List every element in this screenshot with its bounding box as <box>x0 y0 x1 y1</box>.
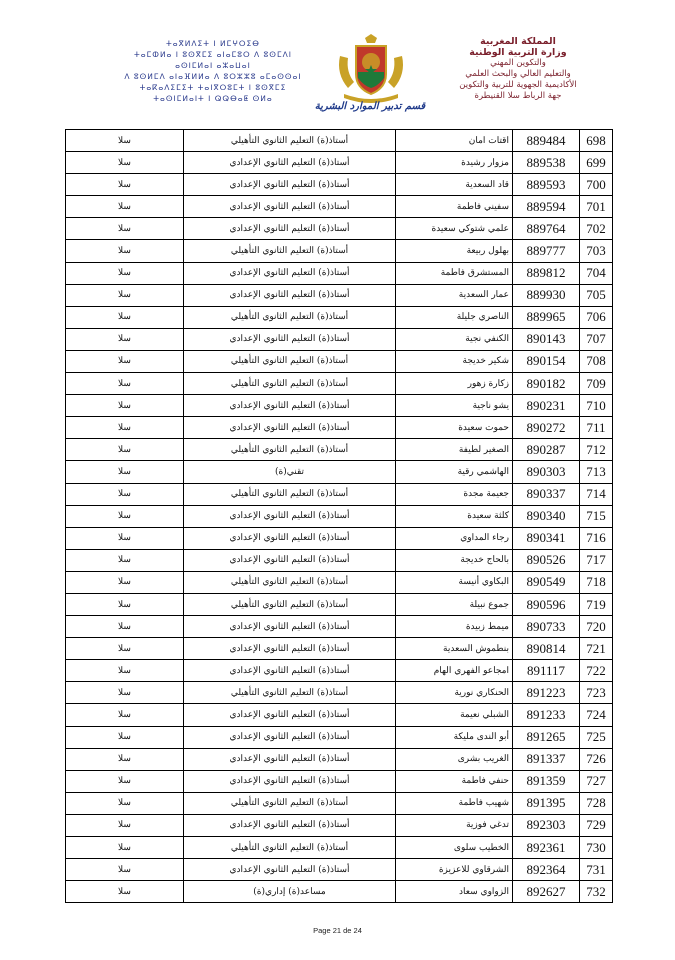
table-row <box>66 682 613 704</box>
employee-name: جموع نبيلة <box>396 593 513 615</box>
job-title: أستاذ(ة) التعليم الثانوي التأهيلي <box>184 306 396 328</box>
row-number: 727 <box>580 770 613 792</box>
row-number: 720 <box>580 616 613 638</box>
city: سلا <box>66 549 184 571</box>
row-number: 698 <box>580 130 613 152</box>
table-row <box>66 748 613 770</box>
employee-code: 889484 <box>513 130 580 152</box>
employee-code: 889930 <box>513 284 580 306</box>
city: سلا <box>66 792 184 814</box>
employee-code: 892361 <box>513 837 580 859</box>
table-row <box>66 328 613 350</box>
job-title: أستاذ(ة) التعليم الثانوي الإعدادي <box>184 616 396 638</box>
employee-code: 890231 <box>513 395 580 417</box>
city: سلا <box>66 682 184 704</box>
row-number: 723 <box>580 682 613 704</box>
ministry-line: والتكوين المهني <box>490 58 546 68</box>
employee-code: 890814 <box>513 638 580 660</box>
row-number: 705 <box>580 284 613 306</box>
table-row <box>66 549 613 571</box>
employee-name: عمار السعدية <box>396 284 513 306</box>
tifinagh-line: ⴰⵙⵏⵎⵍⴰⵏ ⴰⵣⴰⵡⴰⵏ <box>175 61 251 70</box>
row-number: 701 <box>580 196 613 218</box>
row-number: 699 <box>580 152 613 174</box>
row-number: 730 <box>580 837 613 859</box>
row-number: 725 <box>580 726 613 748</box>
row-number: 715 <box>580 505 613 527</box>
city: سلا <box>66 660 184 682</box>
city: سلا <box>66 174 184 196</box>
city: سلا <box>66 859 184 881</box>
employee-code: 889764 <box>513 218 580 240</box>
job-title: أستاذ(ة) التعليم الثانوي التأهيلي <box>184 682 396 704</box>
table-row <box>66 837 613 859</box>
city: سلا <box>66 373 184 395</box>
job-title: أستاذ(ة) التعليم الثانوي الإعدادي <box>184 814 396 836</box>
employee-name: حنفي فاطمة <box>396 770 513 792</box>
employee-name: رجاء المداوي <box>396 527 513 549</box>
job-title: أستاذ(ة) التعليم الثانوي الإعدادي <box>184 218 396 240</box>
job-title: أستاذ(ة) التعليم الثانوي الإعدادي <box>184 196 396 218</box>
employee-code: 890287 <box>513 439 580 461</box>
city: سلا <box>66 593 184 615</box>
job-title: أستاذ(ة) التعليم الثانوي التأهيلي <box>184 837 396 859</box>
city: سلا <box>66 395 184 417</box>
row-number: 706 <box>580 306 613 328</box>
division-title: قسم تدبير الموارد البشرية <box>314 101 426 112</box>
table-row <box>66 527 613 549</box>
job-title: أستاذ(ة) التعليم الثانوي الإعدادي <box>184 726 396 748</box>
employee-name: الناصري جليلة <box>396 306 513 328</box>
table-row <box>66 859 613 881</box>
employee-name: سفيني فاطمة <box>396 196 513 218</box>
job-title: أستاذ(ة) التعليم الثانوي الإعدادي <box>184 152 396 174</box>
staff-table <box>65 129 613 903</box>
employee-code: 889593 <box>513 174 580 196</box>
table-row <box>66 814 613 836</box>
city: سلا <box>66 306 184 328</box>
table-row <box>66 461 613 483</box>
employee-code: 890143 <box>513 328 580 350</box>
row-number: 713 <box>580 461 613 483</box>
city: سلا <box>66 748 184 770</box>
job-title: أستاذ(ة) التعليم الثانوي الإعدادي <box>184 505 396 527</box>
employee-code: 890549 <box>513 571 580 593</box>
row-number: 731 <box>580 859 613 881</box>
employee-name: البكاوي أنيسة <box>396 571 513 593</box>
row-number: 716 <box>580 527 613 549</box>
employee-code: 889538 <box>513 152 580 174</box>
employee-name: كلثة سعيدة <box>396 505 513 527</box>
ministry-line: جهة الرباط سلا القنيطرة <box>474 91 562 101</box>
tifinagh-line: ⵜⴰⴳⵍⴷⵉⵜ ⵏ ⵍⵎⵖⵔⵉⴱ <box>166 39 260 48</box>
city: سلا <box>66 284 184 306</box>
row-number: 726 <box>580 748 613 770</box>
city: سلا <box>66 881 184 903</box>
job-title: أستاذ(ة) التعليم الثانوي التأهيلي <box>184 483 396 505</box>
employee-name: الهاشمي رقية <box>396 461 513 483</box>
employee-code: 890733 <box>513 616 580 638</box>
employee-name: الشرقاوي للاعزيزة <box>396 859 513 881</box>
table-row <box>66 616 613 638</box>
row-number: 710 <box>580 395 613 417</box>
job-title: أستاذ(ة) التعليم الثانوي الإعدادي <box>184 395 396 417</box>
row-number: 709 <box>580 373 613 395</box>
table-row <box>66 660 613 682</box>
city: سلا <box>66 571 184 593</box>
job-title: تقني(ة) <box>184 461 396 483</box>
job-title: أستاذ(ة) التعليم الثانوي التأهيلي <box>184 130 396 152</box>
coat-of-arms-icon <box>334 34 408 104</box>
city: سلا <box>66 461 184 483</box>
table-row <box>66 704 613 726</box>
tifinagh-line: ⵜⴰⵙⵏⵎⵍⴰⵏⵜ ⵏ ⵕⵕⴱⴰⵟ ⵙⵍⴰ <box>153 94 273 103</box>
job-title: أستاذ(ة) التعليم الثانوي الإعدادي <box>184 262 396 284</box>
employee-name: زكارة زهور <box>396 373 513 395</box>
ministry-line: وزارة التربية الوطنية <box>469 47 567 58</box>
row-number: 711 <box>580 417 613 439</box>
employee-code: 891117 <box>513 660 580 682</box>
employee-name: شهيب فاطمة <box>396 792 513 814</box>
tifinagh-line: ⵜⴰⴽⴰⴷⵉⵎⵉⵜ ⵜⴰⵏⴳⵔⵓⵎⵜ ⵏ ⵓⵙⴳⵎⵉ <box>139 83 287 92</box>
employee-name: المستشرق فاطمة <box>396 262 513 284</box>
row-number: 712 <box>580 439 613 461</box>
table-row <box>66 571 613 593</box>
table-row <box>66 306 613 328</box>
letterhead <box>0 0 675 128</box>
employee-name: قاد السعدية <box>396 174 513 196</box>
employee-code: 890303 <box>513 461 580 483</box>
table-row <box>66 240 613 262</box>
table-row <box>66 417 613 439</box>
job-title: أستاذ(ة) التعليم الثانوي الإعدادي <box>184 527 396 549</box>
employee-code: 891359 <box>513 770 580 792</box>
row-number: 707 <box>580 328 613 350</box>
city: سلا <box>66 770 184 792</box>
row-number: 724 <box>580 704 613 726</box>
table-row <box>66 792 613 814</box>
job-title: أستاذ(ة) التعليم الثانوي التأهيلي <box>184 792 396 814</box>
employee-code: 891265 <box>513 726 580 748</box>
job-title: أستاذ(ة) التعليم الثانوي الإعدادي <box>184 704 396 726</box>
job-title: أستاذ(ة) التعليم الثانوي التأهيلي <box>184 240 396 262</box>
employee-code: 889812 <box>513 262 580 284</box>
employee-code: 890340 <box>513 505 580 527</box>
city: سلا <box>66 837 184 859</box>
ministry-tifinagh-block <box>108 38 318 104</box>
row-number: 729 <box>580 814 613 836</box>
employee-name: بالحاج خديجة <box>396 549 513 571</box>
employee-code: 892627 <box>513 881 580 903</box>
employee-code: 889777 <box>513 240 580 262</box>
ministry-arabic-block <box>423 36 613 102</box>
employee-name: حموت سعيدة <box>396 417 513 439</box>
table-row <box>66 770 613 792</box>
row-number: 732 <box>580 881 613 903</box>
employee-name: شكير خديجة <box>396 350 513 372</box>
row-number: 728 <box>580 792 613 814</box>
employee-code: 890337 <box>513 483 580 505</box>
job-title: أستاذ(ة) التعليم الثانوي الإعدادي <box>184 328 396 350</box>
table-row <box>66 174 613 196</box>
ministry-line: والتعليم العالي والبحث العلمي <box>465 69 571 79</box>
employee-code: 890154 <box>513 350 580 372</box>
tifinagh-line: ⴷ ⵓⵙⵍⵎⴷ ⴰⵏⴰⴼⵍⵍⴰ ⴷ ⵓⵔⵣⵣⵓ ⴰⵎⴰⵙⵙⴰⵏ <box>124 72 302 81</box>
table-row <box>66 196 613 218</box>
employee-name: ميمط زبيدة <box>396 616 513 638</box>
job-title: أستاذ(ة) التعليم الثانوي الإعدادي <box>184 638 396 660</box>
employee-name: الكنفي نجية <box>396 328 513 350</box>
employee-name: الحنكاري نورية <box>396 682 513 704</box>
table-row <box>66 881 613 903</box>
table-row <box>66 262 613 284</box>
employee-name: أبو الندى مليكة <box>396 726 513 748</box>
employee-code: 892303 <box>513 814 580 836</box>
employee-name: اقتات امان <box>396 130 513 152</box>
employee-code: 890526 <box>513 549 580 571</box>
city: سلا <box>66 505 184 527</box>
city: سلا <box>66 638 184 660</box>
row-number: 719 <box>580 593 613 615</box>
city: سلا <box>66 483 184 505</box>
city: سلا <box>66 350 184 372</box>
employee-code: 891233 <box>513 704 580 726</box>
employee-code: 892364 <box>513 859 580 881</box>
job-title: أستاذ(ة) التعليم الثانوي الإعدادي <box>184 284 396 306</box>
row-number: 714 <box>580 483 613 505</box>
employee-name: مزوار رشيدة <box>396 152 513 174</box>
city: سلا <box>66 814 184 836</box>
tifinagh-line: ⵜⴰⵎⵀⵍⴰ ⵏ ⵓⵙⴳⵎⵉ ⴰⵏⴰⵎⵓⵔ ⴷ ⵓⵙⵎⴷⵏ <box>134 50 292 59</box>
employee-name: الصغير لطيفة <box>396 439 513 461</box>
city: سلا <box>66 262 184 284</box>
employee-name: علمي شتوكي سعيدة <box>396 218 513 240</box>
job-title: أستاذ(ة) التعليم الثانوي الإعدادي <box>184 549 396 571</box>
row-number: 703 <box>580 240 613 262</box>
table-row <box>66 130 613 152</box>
city: سلا <box>66 704 184 726</box>
table-row <box>66 152 613 174</box>
job-title: أستاذ(ة) التعليم الثانوي الإعدادي <box>184 859 396 881</box>
row-number: 722 <box>580 660 613 682</box>
employee-code: 890182 <box>513 373 580 395</box>
row-number: 718 <box>580 571 613 593</box>
job-title: أستاذ(ة) التعليم الثانوي الإعدادي <box>184 660 396 682</box>
table-row <box>66 483 613 505</box>
employee-code: 891223 <box>513 682 580 704</box>
table-row <box>66 505 613 527</box>
employee-name: تدغي فوزية <box>396 814 513 836</box>
table-row <box>66 439 613 461</box>
row-number: 702 <box>580 218 613 240</box>
table-row <box>66 284 613 306</box>
table-row <box>66 218 613 240</box>
ministry-line: الأكاديمية الجهوية للتربية والتكوين <box>459 80 577 90</box>
employee-code: 889594 <box>513 196 580 218</box>
city: سلا <box>66 417 184 439</box>
employee-code: 891337 <box>513 748 580 770</box>
table-row <box>66 726 613 748</box>
employee-code: 890341 <box>513 527 580 549</box>
job-title: أستاذ(ة) التعليم الثانوي الإعدادي <box>184 770 396 792</box>
ministry-line: المملكة المغربية <box>480 36 556 47</box>
table-row <box>66 638 613 660</box>
employee-code: 889965 <box>513 306 580 328</box>
employee-name: الشبلي نعيمة <box>396 704 513 726</box>
employee-name: يشو ناجية <box>396 395 513 417</box>
city: سلا <box>66 527 184 549</box>
city: سلا <box>66 152 184 174</box>
employee-name: الخطيب سلوى <box>396 837 513 859</box>
employee-code: 890596 <box>513 593 580 615</box>
page-number: Page 21 de 24 <box>313 926 362 935</box>
city: سلا <box>66 726 184 748</box>
job-title: أستاذ(ة) التعليم الثانوي التأهيلي <box>184 373 396 395</box>
job-title: أستاذ(ة) التعليم الثانوي الإعدادي <box>184 748 396 770</box>
employee-name: جعيمة مجدة <box>396 483 513 505</box>
city: سلا <box>66 439 184 461</box>
row-number: 717 <box>580 549 613 571</box>
employee-name: بنطموش السعدية <box>396 638 513 660</box>
table-row <box>66 350 613 372</box>
table-row <box>66 593 613 615</box>
job-title: أستاذ(ة) التعليم الثانوي الإعدادي <box>184 174 396 196</box>
employee-name: الغريب بشرى <box>396 748 513 770</box>
job-title: أستاذ(ة) التعليم الثانوي الإعدادي <box>184 417 396 439</box>
job-title: أستاذ(ة) التعليم الثانوي التأهيلي <box>184 439 396 461</box>
city: سلا <box>66 130 184 152</box>
row-number: 700 <box>580 174 613 196</box>
city: سلا <box>66 218 184 240</box>
employee-name: بهلول ربيعة <box>396 240 513 262</box>
city: سلا <box>66 240 184 262</box>
city: سلا <box>66 616 184 638</box>
employee-code: 890272 <box>513 417 580 439</box>
row-number: 721 <box>580 638 613 660</box>
city: سلا <box>66 196 184 218</box>
table-row <box>66 395 613 417</box>
job-title: أستاذ(ة) التعليم الثانوي التأهيلي <box>184 571 396 593</box>
job-title: مساعد(ة) إداري(ة) <box>184 881 396 903</box>
row-number: 708 <box>580 350 613 372</box>
table-row <box>66 373 613 395</box>
job-title: أستاذ(ة) التعليم الثانوي التأهيلي <box>184 593 396 615</box>
employee-name: امجاعو الفهري الهام <box>396 660 513 682</box>
job-title: أستاذ(ة) التعليم الثانوي التأهيلي <box>184 350 396 372</box>
employee-code: 891395 <box>513 792 580 814</box>
city: سلا <box>66 328 184 350</box>
row-number: 704 <box>580 262 613 284</box>
employee-name: الزواوي سعاد <box>396 881 513 903</box>
